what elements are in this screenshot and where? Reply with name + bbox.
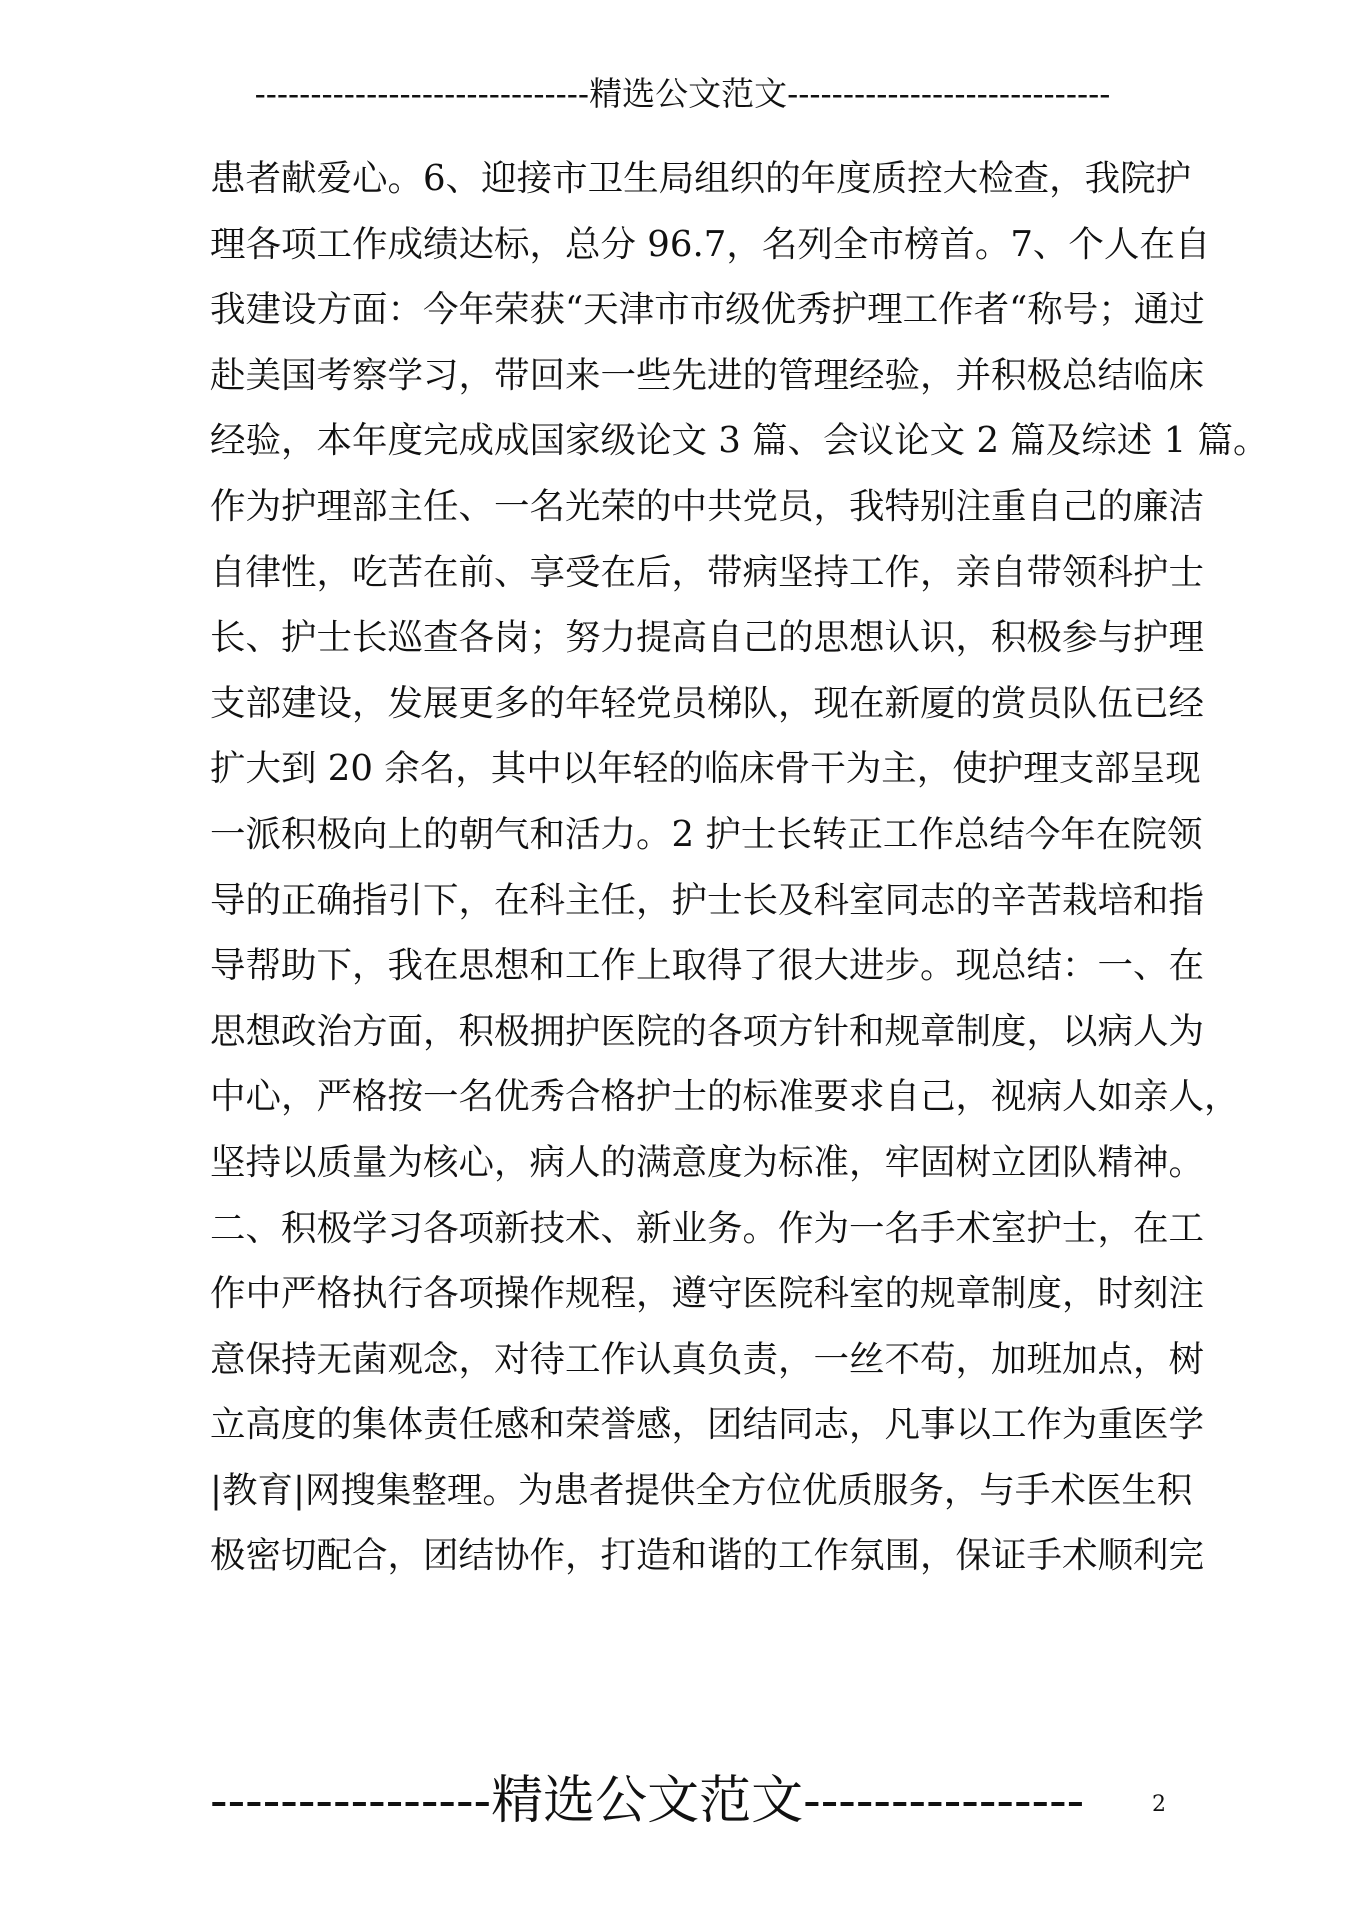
body-text (210, 146, 1269, 1589)
text-line: 导的正确指引下，在科主任，护士长及科室同志的辛苦栽培和指 (210, 879, 1205, 921)
text-line: 我建设方面：今年荣获“天津市市级优秀护理工作者“称号；通过 (210, 289, 1205, 331)
text-line: 理各项工作成绩达标，总分 96.7，名列全市榜首。7、个人在自 (210, 223, 1211, 265)
text-line: 作中严格执行各项操作规程，遵守医院科室的规章制度，时刻注 (210, 1273, 1205, 1315)
text-line: 经验，本年度完成成国家级论文 3 篇、会议论文 2 篇及综述 1 篇。 (210, 420, 1269, 462)
text-line: 导帮助下，我在思想和工作上取得了很大进步。现总结：一、在 (210, 945, 1205, 987)
text-line: 自律性，吃苦在前、享受在后，带病坚持工作，亲自带领科护士 (210, 551, 1205, 593)
text-line: 一派积极向上的朝气和活力。2 护士长转正工作总结今年在院领 (210, 813, 1203, 855)
page-header: ------------------------------精选公文范文----------------------------- (254, 74, 1111, 113)
text-line: 坚持以质量为核心，病人的满意度为标准，牢固树立团队精神。 (210, 1141, 1205, 1183)
text-line: 扩大到 20 余名，其中以年轻的临床骨干为主，使护理支部呈现 (210, 748, 1201, 790)
text-line: 思想政治方面，积极拥护医院的各项方针和规章制度，以病人为 (210, 1010, 1205, 1052)
text-line: 立高度的集体责任感和荣誉感，团结同志，凡事以工作为重医学 (210, 1404, 1205, 1446)
text-line: |教育|网搜集整理。为患者提供全方位优质服务，与手术医生积 (210, 1469, 1193, 1511)
text-line: 作为护理部主任、一名光荣的中共党员，我特别注重自己的廉洁 (210, 485, 1205, 527)
text-line: 长、护士长巡查各岗；努力提高自己的思想认识，积极参与护理 (210, 617, 1205, 659)
text-line: 患者献爱心。6、迎接市卫生局组织的年度质控大检查，我院护 (210, 158, 1192, 199)
page-number: 2 (1152, 1792, 1166, 1817)
text-line: 赴美国考察学习，带回来一些先进的管理经验，并积极总结临床 (210, 354, 1205, 396)
text-line: 支部建设，发展更多的年轻党员梯队，现在新厦的赏员队伍已经 (210, 682, 1205, 724)
text-line: 意保持无菌观念，对待工作认真负责，一丝不苟，加班加点，树 (210, 1338, 1205, 1380)
text-line: 中心，严格按一名优秀合格护士的标准要求自己，视病人如亲人， (210, 1076, 1240, 1118)
text-line: 二、积极学习各项新技术、新业务。作为一名手术室护士，在工 (210, 1207, 1205, 1249)
text-line: 极密切配合，团结协作，打造和谐的工作氛围，保证手术顺利完 (210, 1535, 1205, 1577)
page-footer: ----------------精选公文范文---------------- (210, 1771, 1085, 1831)
